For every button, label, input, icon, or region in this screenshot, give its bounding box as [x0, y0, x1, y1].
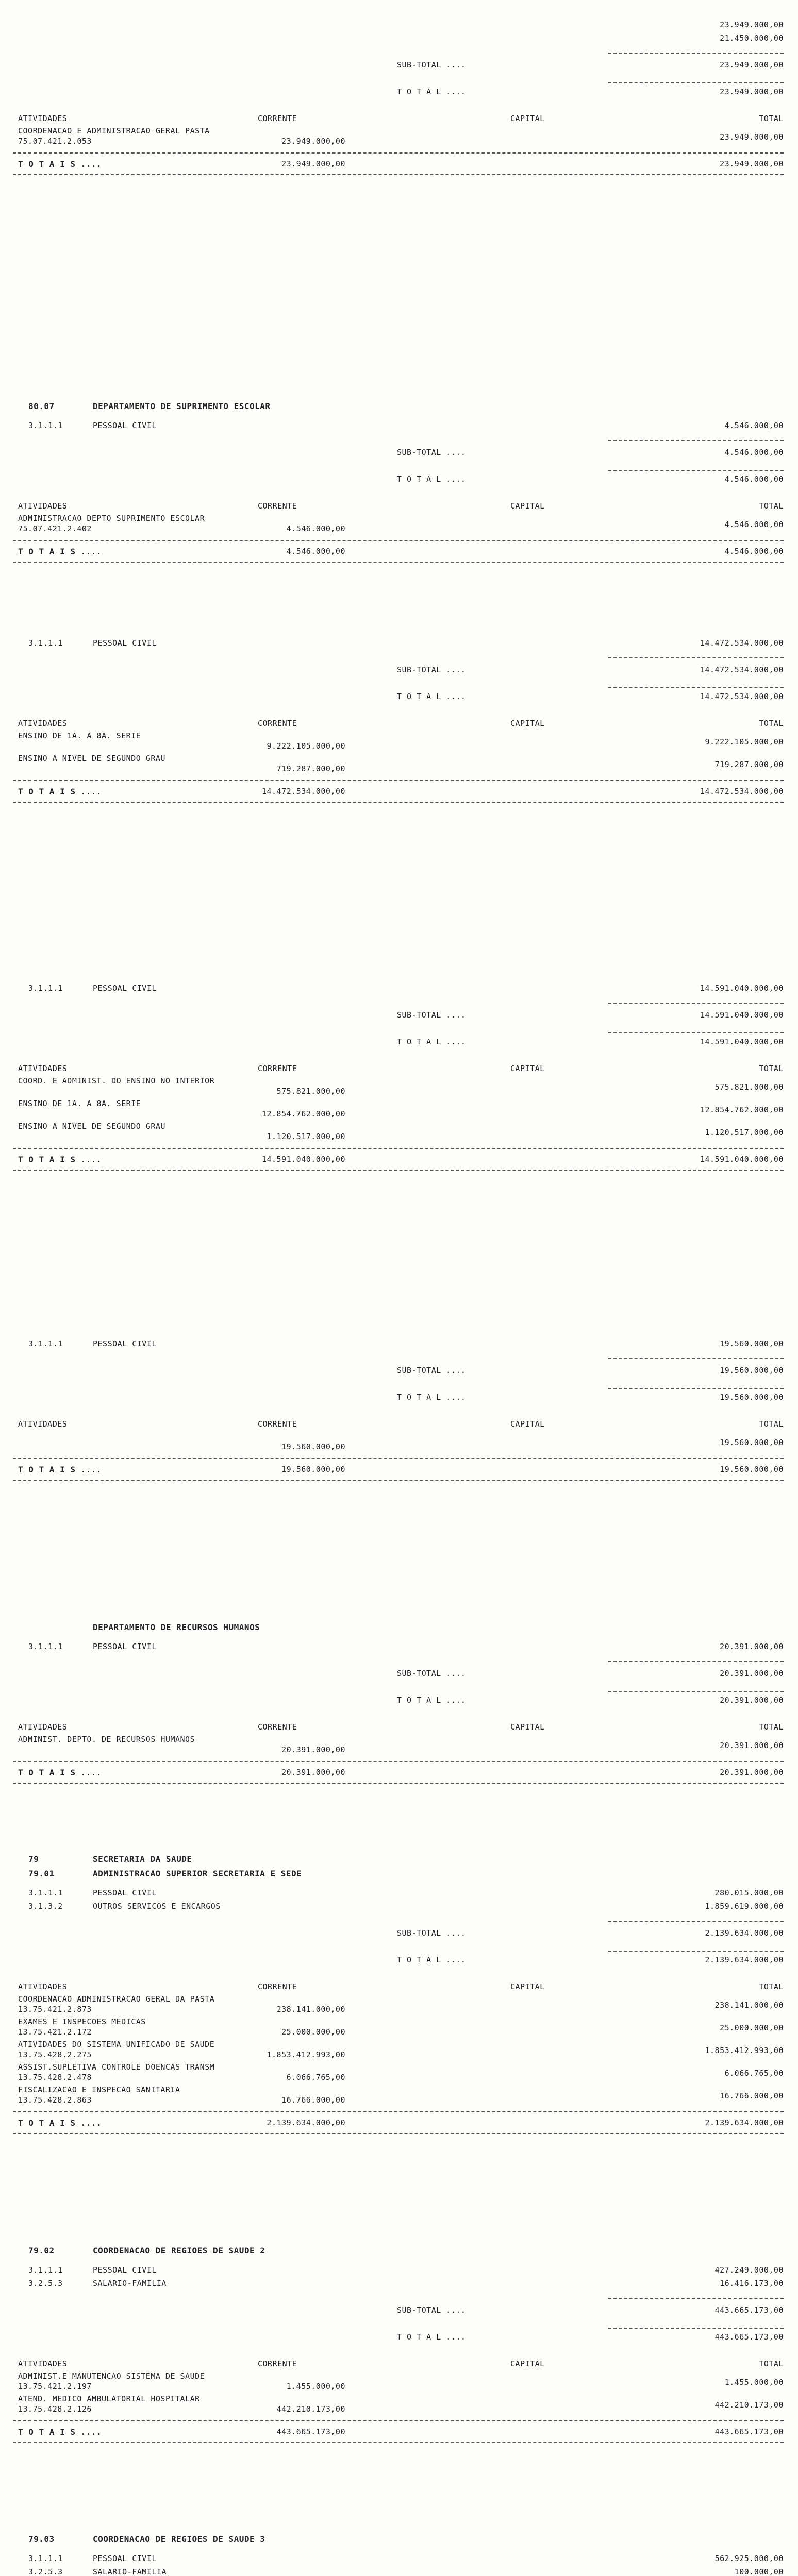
totals-label: T O T A I S ....: [18, 2118, 102, 2128]
element-code: 3.1.1.1: [28, 1339, 63, 1348]
element-amount: 23.949.000,00: [720, 20, 784, 29]
totals-rule: [13, 2420, 784, 2421]
totals-current: 4.546.000,00: [286, 547, 345, 556]
total-amount: 2.139.634.000,00: [705, 1955, 784, 1964]
section-code: 80.07: [28, 401, 55, 411]
col-header-activities: ATIVIDADES: [18, 719, 68, 728]
col-header-capital: CAPITAL: [510, 2359, 545, 2368]
subtotal-label: SUB-TOTAL ....: [397, 665, 466, 674]
section-end-rule: [13, 1783, 784, 1784]
element-label: PESSOAL CIVIL: [93, 2265, 157, 2275]
element-label: PESSOAL CIVIL: [93, 1888, 157, 1897]
element-amount: 21.450.000,00: [720, 33, 784, 43]
total-amount: 443.665.173,00: [714, 2332, 784, 2342]
activity-current: 1.455.000,00: [286, 2382, 345, 2391]
element-label: PESSOAL CIVIL: [93, 1642, 157, 1651]
element-label: PESSOAL CIVIL: [93, 1339, 157, 1348]
subtotal-label: SUB-TOTAL ....: [397, 1366, 466, 1375]
element-code: 3.1.1.1: [28, 421, 63, 430]
totals-current: 14.591.040.000,00: [261, 1155, 345, 1164]
activity-name: ENSINO DE 1A. A 8A. SERIE: [18, 1099, 141, 1108]
activity-current: 238.141.000,00: [276, 2005, 345, 2014]
activity-current: 9.222.105.000,00: [267, 741, 345, 751]
col-header-current: CORRENTE: [258, 1982, 297, 1991]
totals-rule: [13, 2111, 784, 2112]
activity-code: 13.75.428.2.478: [18, 2073, 92, 2082]
col-header-current: CORRENTE: [258, 114, 297, 123]
col-header-total: TOTAL: [759, 719, 784, 728]
element-label: OUTROS SERVICOS E ENCARGOS: [93, 1902, 221, 1911]
col-header-capital: CAPITAL: [510, 501, 545, 511]
activity-code: 13.75.428.2.863: [18, 2095, 92, 2105]
totals-label: T O T A I S ....: [18, 1155, 102, 1164]
activity-current: 12.854.762.000,00: [261, 1109, 345, 1118]
activity-code: 13.75.428.2.126: [18, 2404, 92, 2414]
element-amount: 19.560.000,00: [720, 1339, 784, 1348]
activity-total: 442.210.173,00: [714, 2400, 784, 2410]
activity-total: 16.766.000,00: [720, 2091, 784, 2100]
section-end-rule: [13, 174, 784, 175]
section-code: 79.02: [28, 2246, 55, 2256]
totals-total: 23.949.000,00: [720, 159, 784, 168]
element-label: PESSOAL CIVIL: [93, 638, 157, 648]
subtotal-label: SUB-TOTAL ....: [397, 448, 466, 457]
subtotal-rule: [608, 440, 784, 441]
col-header-current: CORRENTE: [258, 501, 297, 511]
col-header-activities: ATIVIDADES: [18, 1722, 68, 1732]
total-label: T O T A L ....: [397, 474, 466, 484]
subtotal-amount: 443.665.173,00: [714, 2306, 784, 2315]
subtotal-rule: [608, 2298, 784, 2299]
activity-name: ENSINO A NIVEL DE SEGUNDO GRAU: [18, 1122, 165, 1131]
element-code: 3.1.1.1: [28, 2554, 63, 2563]
activity-name: ENSINO A NIVEL DE SEGUNDO GRAU: [18, 754, 165, 763]
totals-current: 2.139.634.000,00: [267, 2118, 345, 2127]
activity-current: 25.000.000,00: [281, 2027, 345, 2037]
element-code: 3.1.1.1: [28, 1888, 63, 1897]
total-amount: 14.472.534.000,00: [700, 692, 784, 701]
totals-current: 20.391.000,00: [281, 1768, 345, 1777]
subtotal-amount: 2.139.634.000,00: [705, 1928, 784, 1938]
element-label: PESSOAL CIVIL: [93, 984, 157, 993]
activity-name: FISCALIZACAO E INSPECAO SANITARIA: [18, 2085, 180, 2094]
activity-current: 23.949.000,00: [281, 137, 345, 146]
section-subcode: 79.01: [28, 1869, 55, 1878]
activity-code: 75.07.421.2.053: [18, 137, 92, 146]
col-header-capital: CAPITAL: [510, 719, 545, 728]
activity-name: EXAMES E INSPECOES MEDICAS: [18, 2017, 146, 2026]
activity-total: 6.066.765,00: [724, 2069, 784, 2078]
element-amount: 427.249.000,00: [714, 2265, 784, 2275]
totals-current: 443.665.173,00: [276, 2427, 345, 2436]
element-amount: 280.015.000,00: [714, 1888, 784, 1897]
activity-total: 12.854.762.000,00: [700, 1105, 784, 1114]
element-code: 3.2.5.3: [28, 2279, 63, 2288]
activity-total: 1.455.000,00: [724, 2378, 784, 2387]
total-label: T O T A L ....: [397, 87, 466, 96]
totals-rule: [13, 1761, 784, 1762]
col-header-current: CORRENTE: [258, 1419, 297, 1429]
activity-code: 13.75.428.2.275: [18, 2050, 92, 2059]
col-header-capital: CAPITAL: [510, 1064, 545, 1073]
totals-rule: [13, 540, 784, 541]
totals-total: 14.591.040.000,00: [700, 1155, 784, 1164]
section-title: DEPARTAMENTO DE RECURSOS HUMANOS: [93, 1622, 260, 1632]
col-header-total: TOTAL: [759, 1064, 784, 1073]
totals-current: 19.560.000,00: [281, 1465, 345, 1474]
subtotal-rule: [608, 1661, 784, 1662]
totals-current: 23.949.000,00: [281, 159, 345, 168]
total-amount: 19.560.000,00: [720, 1393, 784, 1402]
element-amount: 16.416.173,00: [720, 2279, 784, 2288]
activity-code: 75.07.421.2.402: [18, 524, 92, 533]
col-header-current: CORRENTE: [258, 1064, 297, 1073]
section-end-rule: [13, 2442, 784, 2443]
section-end-rule: [13, 1480, 784, 1481]
activity-total: 1.120.517.000,00: [705, 1128, 784, 1137]
total-rule: [608, 687, 784, 688]
activity-code: 13.75.421.2.873: [18, 2005, 92, 2014]
element-label: PESSOAL CIVIL: [93, 2554, 157, 2563]
section-code: 79: [28, 1854, 39, 1864]
col-header-capital: CAPITAL: [510, 114, 545, 123]
subtotal-amount: 23.949.000,00: [720, 60, 784, 70]
col-header-total: TOTAL: [759, 1419, 784, 1429]
element-code: 3.1.1.1: [28, 1642, 63, 1651]
col-header-activities: ATIVIDADES: [18, 1419, 68, 1429]
subtotal-label: SUB-TOTAL ....: [397, 2306, 466, 2315]
subtotal-rule: [608, 53, 784, 54]
section-end-rule: [13, 802, 784, 803]
total-amount: 14.591.040.000,00: [700, 1037, 784, 1046]
total-rule: [608, 1691, 784, 1692]
section-end-rule: [13, 1170, 784, 1171]
subtotal-amount: 4.546.000,00: [724, 448, 784, 457]
activity-current: 6.066.765,00: [286, 2073, 345, 2082]
col-header-total: TOTAL: [759, 501, 784, 511]
total-amount: 4.546.000,00: [724, 474, 784, 484]
activity-total: 575.821.000,00: [714, 1082, 784, 1092]
activity-total: 25.000.000,00: [720, 2023, 784, 2032]
element-amount: 14.472.534.000,00: [700, 638, 784, 648]
element-label: SALARIO-FAMILIA: [93, 2279, 167, 2288]
activity-name: ADMINIST. DEPTO. DE RECURSOS HUMANOS: [18, 1735, 195, 1744]
col-header-total: TOTAL: [759, 2359, 784, 2368]
element-code: 3.1.1.1: [28, 984, 63, 993]
total-label: T O T A L ....: [397, 1393, 466, 1402]
activity-current: 4.546.000,00: [286, 524, 345, 533]
totals-label: T O T A I S ....: [18, 547, 102, 556]
subtotal-rule: [608, 657, 784, 658]
col-header-current: CORRENTE: [258, 719, 297, 728]
activity-total: 20.391.000,00: [720, 1741, 784, 1750]
total-label: T O T A L ....: [397, 1696, 466, 1705]
element-label: SALARIO-FAMILIA: [93, 2567, 167, 2576]
activity-name: ADMINIST.E MANUTENCAO SISTEMA DE SAUDE: [18, 2371, 205, 2381]
totals-rule: [13, 1148, 784, 1149]
total-rule: [608, 1032, 784, 1033]
totals-rule: [13, 152, 784, 154]
section-end-rule: [13, 562, 784, 563]
col-header-capital: CAPITAL: [510, 1982, 545, 1991]
element-amount: 14.591.040.000,00: [700, 984, 784, 993]
totals-label: T O T A I S ....: [18, 787, 102, 796]
activity-code: 13.75.421.2.172: [18, 2027, 92, 2037]
section-end-rule: [13, 2133, 784, 2134]
section-title: SECRETARIA DA SAUDE: [93, 1854, 192, 1864]
section-subtitle: ADMINISTRACAO SUPERIOR SECRETARIA E SEDE: [93, 1869, 302, 1878]
total-rule: [608, 82, 784, 83]
col-header-activities: ATIVIDADES: [18, 114, 68, 123]
col-header-capital: CAPITAL: [510, 1722, 545, 1732]
col-header-capital: CAPITAL: [510, 1419, 545, 1429]
activity-current: 1.853.412.993,00: [267, 2050, 345, 2059]
element-amount: 20.391.000,00: [720, 1642, 784, 1651]
activity-name: ADMINISTRACAO DEPTO SUPRIMENTO ESCOLAR: [18, 514, 205, 523]
col-header-current: CORRENTE: [258, 2359, 297, 2368]
element-code: 3.1.1.1: [28, 2265, 63, 2275]
col-header-activities: ATIVIDADES: [18, 501, 68, 511]
activity-current: 16.766.000,00: [281, 2095, 345, 2105]
subtotal-label: SUB-TOTAL ....: [397, 1669, 466, 1678]
element-amount: 1.859.619.000,00: [705, 1902, 784, 1911]
total-rule: [608, 2328, 784, 2329]
totals-total: 4.546.000,00: [724, 547, 784, 556]
subtotal-rule: [608, 1358, 784, 1359]
activity-name: ATIVIDADES DO SISTEMA UNIFICADO DE SAUDE: [18, 2040, 215, 2049]
activity-total: 4.546.000,00: [724, 520, 784, 529]
element-code: 3.2.5.3: [28, 2567, 63, 2576]
total-amount: 23.949.000,00: [720, 87, 784, 96]
activity-current: 575.821.000,00: [276, 1087, 345, 1096]
activity-current: 719.287.000,00: [276, 764, 345, 773]
total-label: T O T A L ....: [397, 2332, 466, 2342]
subtotal-label: SUB-TOTAL ....: [397, 1010, 466, 1020]
totals-current: 14.472.534.000,00: [261, 787, 345, 796]
total-label: T O T A L ....: [397, 1955, 466, 1964]
activity-name: ENSINO DE 1A. A 8A. SERIE: [18, 731, 141, 740]
activity-name: ATEND. MEDICO AMBULATORIAL HOSPITALAR: [18, 2394, 200, 2403]
section-title: DEPARTAMENTO DE SUPRIMENTO ESCOLAR: [93, 401, 271, 411]
totals-total: 443.665.173,00: [714, 2427, 784, 2436]
element-code: 3.1.1.1: [28, 638, 63, 648]
col-header-activities: ATIVIDADES: [18, 2359, 68, 2368]
activity-name: COORDENACAO ADMINISTRACAO GERAL DA PASTA: [18, 1994, 215, 2004]
activity-current: 442.210.173,00: [276, 2404, 345, 2414]
totals-label: T O T A I S ....: [18, 159, 102, 169]
total-rule: [608, 1388, 784, 1389]
activity-total: 9.222.105.000,00: [705, 737, 784, 747]
activity-code: 13.75.421.2.197: [18, 2382, 92, 2391]
activity-name: ASSIST.SUPLETIVA CONTROLE DOENCAS TRANSM: [18, 2062, 215, 2072]
section-title: COORDENACAO DE REGIOES DE SAUDE 2: [93, 2246, 265, 2256]
element-amount: 562.925.000,00: [714, 2554, 784, 2563]
activity-total: 23.949.000,00: [720, 132, 784, 142]
col-header-activities: ATIVIDADES: [18, 1982, 68, 1991]
activity-name: COORD. E ADMINIST. DO ENSINO NO INTERIOR: [18, 1076, 215, 1086]
activity-current: 1.120.517.000,00: [267, 1132, 345, 1141]
total-amount: 20.391.000,00: [720, 1696, 784, 1705]
subtotal-amount: 14.472.534.000,00: [700, 665, 784, 674]
activity-total: 238.141.000,00: [714, 2001, 784, 2010]
element-amount: 100.000,00: [734, 2567, 784, 2576]
col-header-total: TOTAL: [759, 1722, 784, 1732]
subtotal-label: SUB-TOTAL ....: [397, 1928, 466, 1938]
total-rule: [608, 1951, 784, 1952]
activity-name: COORDENACAO E ADMINISTRACAO GERAL PASTA: [18, 126, 210, 135]
activity-total: 19.560.000,00: [720, 1438, 784, 1447]
element-code: 3.1.3.2: [28, 1902, 63, 1911]
subtotal-rule: [608, 1003, 784, 1004]
col-header-total: TOTAL: [759, 114, 784, 123]
section-title: COORDENACAO DE REGIOES DE SAUDE 3: [93, 2534, 265, 2544]
totals-rule: [13, 1458, 784, 1459]
element-label: PESSOAL CIVIL: [93, 421, 157, 430]
subtotal-rule: [608, 1921, 784, 1922]
col-header-total: TOTAL: [759, 1982, 784, 1991]
subtotal-amount: 14.591.040.000,00: [700, 1010, 784, 1020]
element-amount: 4.546.000,00: [724, 421, 784, 430]
totals-label: T O T A I S ....: [18, 1465, 102, 1475]
totals-total: 2.139.634.000,00: [705, 2118, 784, 2127]
total-rule: [608, 470, 784, 471]
subtotal-amount: 19.560.000,00: [720, 1366, 784, 1375]
subtotal-amount: 20.391.000,00: [720, 1669, 784, 1678]
totals-total: 20.391.000,00: [720, 1768, 784, 1777]
total-label: T O T A L ....: [397, 1037, 466, 1046]
totals-total: 19.560.000,00: [720, 1465, 784, 1474]
activity-current: 19.560.000,00: [281, 1442, 345, 1451]
totals-total: 14.472.534.000,00: [700, 787, 784, 796]
subtotal-label: SUB-TOTAL ....: [397, 60, 466, 70]
activity-total: 719.287.000,00: [714, 760, 784, 769]
col-header-current: CORRENTE: [258, 1722, 297, 1732]
totals-label: T O T A I S ....: [18, 1768, 102, 1777]
total-label: T O T A L ....: [397, 692, 466, 701]
section-code: 79.03: [28, 2534, 55, 2544]
activity-total: 1.853.412.993,00: [705, 2046, 784, 2055]
totals-label: T O T A I S ....: [18, 2427, 102, 2437]
activity-current: 20.391.000,00: [281, 1745, 345, 1754]
col-header-activities: ATIVIDADES: [18, 1064, 68, 1073]
totals-rule: [13, 780, 784, 781]
